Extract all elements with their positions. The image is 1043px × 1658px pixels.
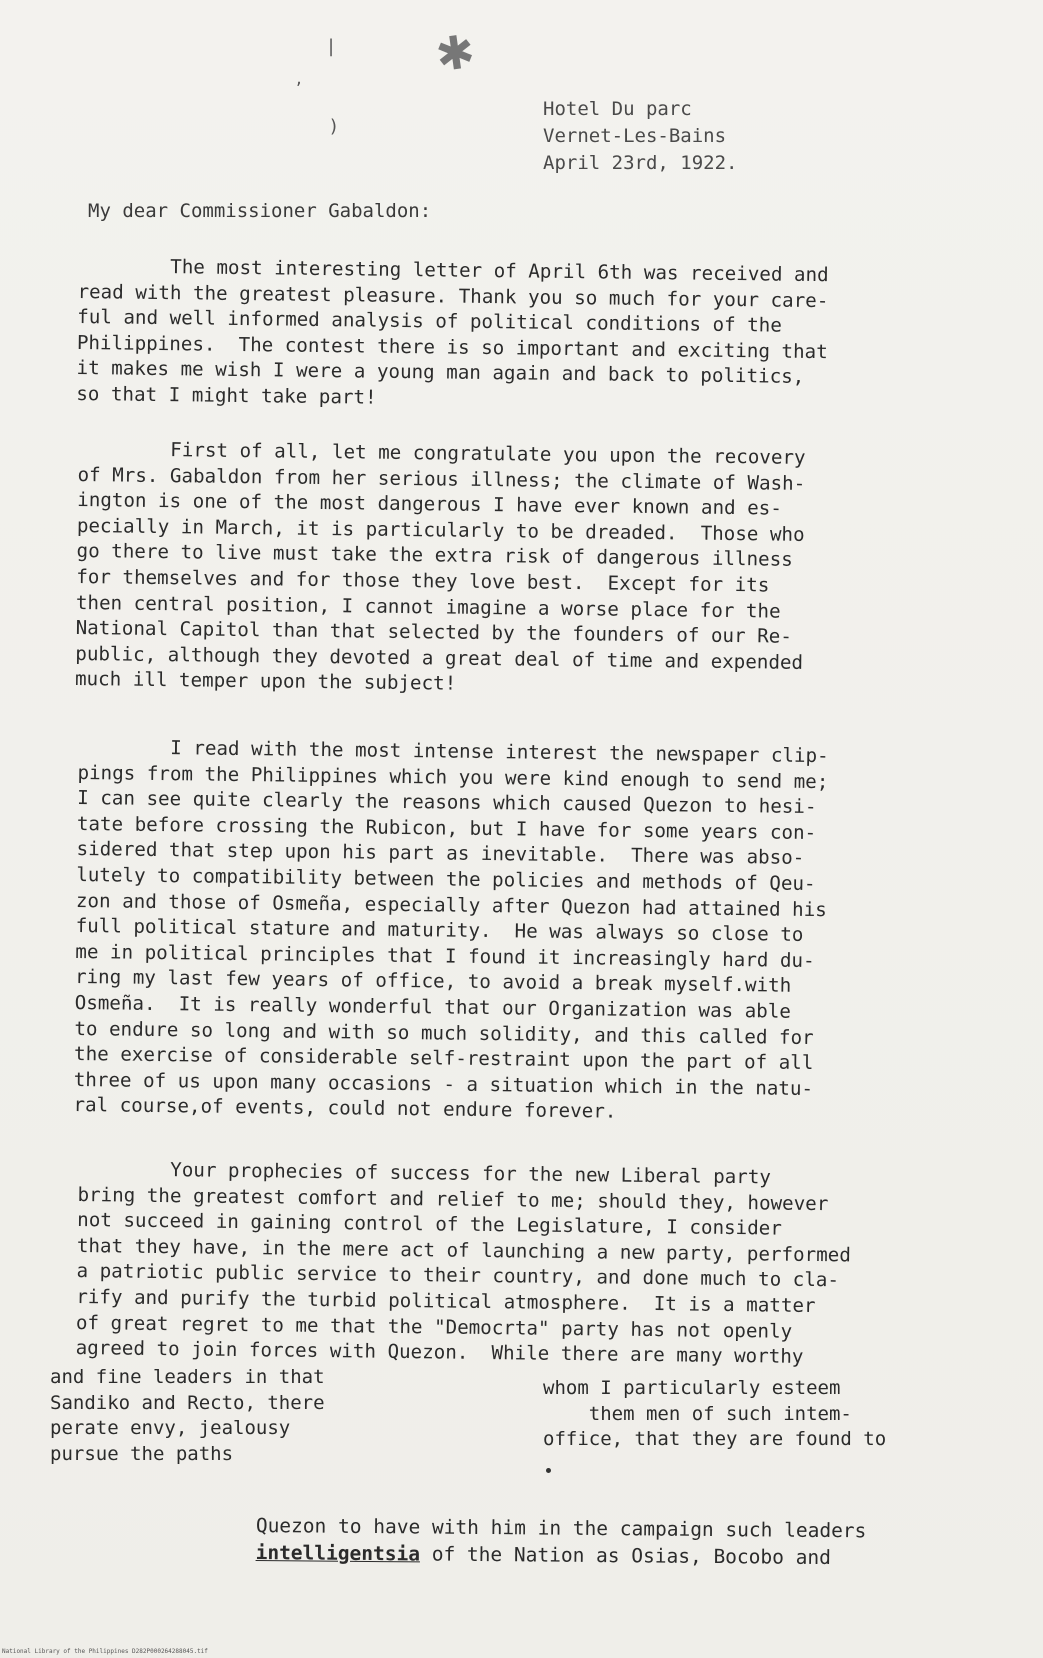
margin-stroke: |: [328, 36, 335, 57]
underlined-word: intelligentsia: [255, 1540, 421, 1566]
hotel-location: Vernet-Les-Bains: [543, 125, 727, 147]
letterhead: [543, 96, 737, 177]
hotel-name: Hotel Du parc: [543, 98, 692, 120]
margin-stroke: ): [330, 116, 338, 137]
fragment-right-column: whom I particularly esteem them men of such intem- office, that they are found to: [543, 1377, 887, 1451]
closing-line-1: Quezon to have with him in the campaign such leaders: [255, 1513, 867, 1543]
closing-fragment: [256, 1512, 867, 1571]
stray-dot: [546, 1468, 551, 1473]
margin-stroke: ,: [296, 68, 302, 89]
paragraph-2: First of all, let me congratulate you upon the recovery of Mrs. Gabaldon from her serious illness; the climate of Wash- ington is one of the most dangerous I have ever known and es- pecially in March, it is particularly to be dreaded. Those who go there to live must take the extra risk of dangerous illness for themselves and for those they love best. Except for its then central position, I cannot imagine a worse place for the National Capitol than that selected by the founders of our Re- public, although they devoted a great deal of time and expended much ill temper upon the subject!: [74, 436, 806, 695]
paragraph-3: I read with the most intense interest the newspaper clip- pings from the Philippines which you were kind enough to send me; I can see quite clearly the reasons which caused Quezon to hesi- tate before crossing the Rubicon, but I have for some years con- sidered that step upon his part as inevitable. There was abso- lutely to compatibility between the policies and methods of Qeu- zon and those of Osmeña, especially after Quezon had attained his full political stature and maturity. He was always so close to me in political principles that I found it increasingly hard du- ring my last few years of office, to avoid a break myself.with Osmeña. It is really wonderful that our Organization was able to endure so long and with so much solidity, and this called for the exercise of considerable self-restraint upon the part of all three of us upon many occasions - a situation which in the natu- ral course,of events, could not endure forever.: [73, 734, 829, 1123]
handwritten-mark: ✱: [432, 23, 479, 83]
paragraph-1: The most interesting letter of April 6th was received and read with the greatest pleasure. Thank you so much for your care- ful and well informed analysis of political conditions of the Philippines. The contest there is so important and exciting that it makes me wish I were a young man again and back to politics, so that I might take part!: [76, 253, 829, 409]
fragment-left-column: and fine leaders in that Sandiko and Recto, there perate envy, jealousy pursue the paths: [50, 1366, 325, 1465]
salutation: My dear Commissioner Gabaldon:: [88, 200, 432, 222]
closing-line-2: of the Nation as Osias, Bocobo and: [419, 1542, 832, 1570]
letter-date: April 23rd, 1922.: [543, 152, 738, 174]
archive-footer: National Library of the Philippines D282P000264288045.tif: [2, 1648, 208, 1655]
paragraph-4: Your prophecies of success for the new Liberal party bring the greatest comfort and relief to me; should they, however not succeed in gaining control of the Legislature, I consider that they have, in the mere act of launching a new party, performed a patriotic public service to their country, and done much to cla- rify and purify the turbid political atmosphere. It is a matter of great regret to me that the "Democrta" party has not openly agreed to join forces with Quezon. While there are many worthy: [75, 1156, 851, 1369]
